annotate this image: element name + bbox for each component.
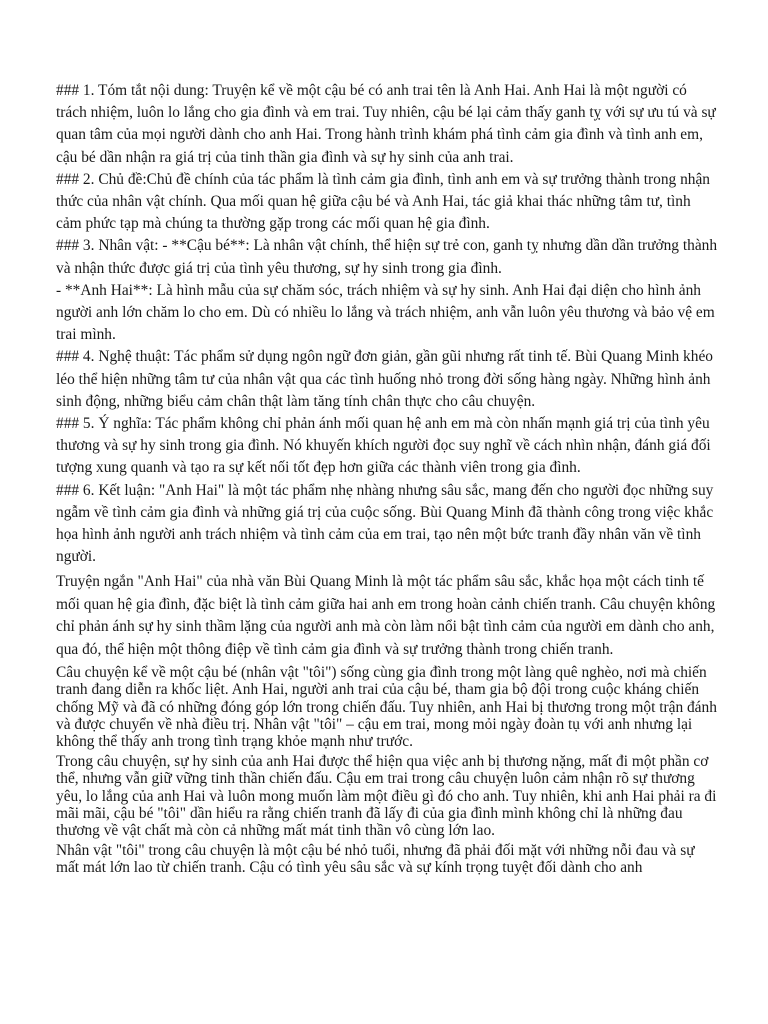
document-page: [56, 80, 720, 880]
summary-paragraph-4: - **Anh Hai**: Là hình mẫu của sự chăm sóc, trách nhiệm và sự hy sinh. Anh Hai đại diện cho hình ảnh người anh lớn chăm lo cho em. Dù có nhiều lo lắng và trách nhiệm, anh vẫn luôn yêu thương và bảo vệ em trai mình.: [56, 281, 715, 344]
body-section: [56, 664, 720, 876]
body-paragraph-3: Nhân vật "tôi" trong câu chuyện là một cậu bé nhỏ tuổi, nhưng đã phải đối mặt với những nỗi đau và sự mất mát lớn lao từ chiến tranh. Cậu có tình yêu sâu sắc và sự kính trọng tuyệt đối dành cho anh: [56, 842, 695, 877]
intro-paragraph: Truyện ngắn "Anh Hai" của nhà văn Bùi Quang Minh là một tác phẩm sâu sắc, khắc họa một cách tinh tế mối quan hệ gia đình, đặc biệt là tình cảm giữa hai anh em trong hoàn cảnh chiến tranh. Câu chuyện không chỉ phản ánh sự hy sinh thầm lặng của người anh mà còn làm nổi bật tình cảm của người em dành cho anh, qua đó, thể hiện một thông điệp về tình cảm gia đình và sự trưởng thành trong chiến tranh.: [56, 573, 716, 658]
summary-paragraph-6: ### 5. Ý nghĩa: Tác phẩm không chỉ phản ánh mối quan hệ anh em mà còn nhấn mạnh giá trị của tình yêu thương và sự hy sinh trong gia đình. Nó khuyến khích người đọc suy nghĩ về cách nhìn nhận, đánh giá đối tượng xung quanh và tạo ra sự kết nối tốt đẹp hơn giữa các thành viên trong gia đình.: [56, 415, 711, 477]
summary-paragraph-3: ### 3. Nhân vật: - **Cậu bé**: Là nhân vật chính, thể hiện sự trẻ con, ganh tỵ nhưng dần dần trưởng thành và nhận thức được giá trị của tình yêu thương, sự hy sinh trong gia đình.: [56, 237, 718, 277]
summary-paragraph-1: ### 1. Tóm tắt nội dung: Truyện kể về một cậu bé có anh trai tên là Anh Hai. Anh Hai là một người có trách nhiệm, luôn lo lắng cho gia đình và em trai. Tuy nhiên, cậu bé lại cảm thấy ganh tỵ với sự ưu tú và sự quan tâm của mọi người dành cho anh Hai. Trong hành trình khám phá tình cảm gia đình và tình anh em, cậu bé dần nhận ra giá trị của tinh thần gia đình và sự hy sinh của anh trai.: [56, 82, 716, 166]
summary-paragraph-7: ### 6. Kết luận: "Anh Hai" là một tác phẩm nhẹ nhàng nhưng sâu sắc, mang đến cho người đọc những suy ngẫm về tình cảm gia đình và những giá trị của cuộc sống. Bùi Quang Minh đã thành công trong việc khắc họa hình ảnh người anh trách nhiệm và tình cảm của em trai, tạo nên một bức tranh đầy nhân văn về tình người.: [56, 481, 714, 566]
body-paragraph-2: Trong câu chuyện, sự hy sinh của anh Hai được thể hiện qua việc anh bị thương nặng, mất đi một phần cơ thể, nhưng vẫn giữ vững tinh thần chiến đấu. Cậu em trai trong câu chuyện luôn cảm nhận rõ sự thương yêu, lo lắng của anh Hai và luôn mong muốn làm một điều gì đó cho anh. Tuy nhiên, khi anh Hai phải ra đi mãi mãi, cậu bé "tôi" dần hiểu ra rằng chiến tranh đã lấy đi của gia đình mình không chỉ là những đau thương về vật chất mà còn cả những mất mát tinh thần vô cùng lớn lao.: [56, 753, 717, 839]
summary-paragraph-2: ### 2. Chủ đề:Chủ đề chính của tác phẩm là tình cảm gia đình, tình anh em và sự trưởng thành trong nhận thức của nhân vật chính. Qua mối quan hệ giữa cậu bé và Anh Hai, tác giả khai thác những tâm tư, tình cảm phức tạp mà chúng ta thường gặp trong các mối quan hệ gia đình.: [56, 170, 710, 233]
intro-section: [56, 571, 720, 661]
summary-section: [56, 80, 720, 568]
body-paragraph-1: Câu chuyện kể về một cậu bé (nhân vật "tôi") sống cùng gia đình trong một làng quê nghèo, nơi mà chiến tranh đang diễn ra khốc liệt. Anh Hai, người anh trai của cậu bé, tham gia bộ đội trong cuộc kháng chiến chống Mỹ và đã có những đóng góp lớn trong chiến đấu. Tuy nhiên, anh Hai bị thương trong một trận đánh và được chuyển về nhà điều trị. Nhân vật "tôi" – cậu em trai, mong mỏi ngày đoàn tụ với anh nhưng lại không thể thấy anh trong tình trạng khỏe mạnh như trước.: [56, 664, 717, 750]
summary-paragraph-5: ### 4. Nghệ thuật: Tác phẩm sử dụng ngôn ngữ đơn giản, gần gũi nhưng rất tinh tế. Bùi Quang Minh khéo léo thể hiện những tâm tư của nhân vật qua các tình huống nhỏ trong đời sống hàng ngày. Những hình ảnh sinh động, những biểu cảm chân thật làm tăng tính chân thực cho câu chuyện.: [56, 348, 713, 410]
